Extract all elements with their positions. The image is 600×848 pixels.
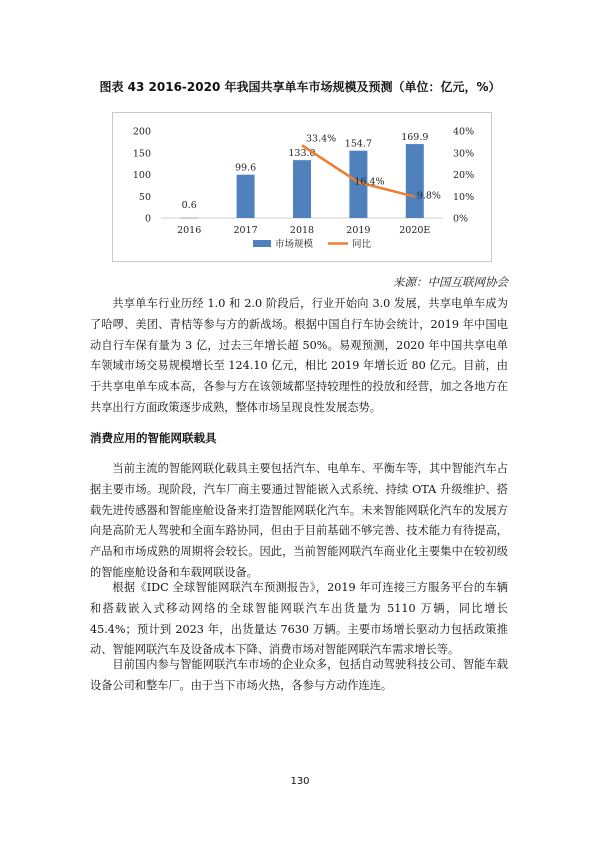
y-left-tick-label: 150 [132, 148, 151, 160]
y-left-tick-label: 200 [132, 126, 151, 138]
figure-title: 图表 43 2016-2020 年我国共享单车市场规模及预测（单位：亿元，%） [99, 80, 501, 94]
legend-label-market-size: 市场规模 [275, 239, 314, 250]
x-tick-label: 2020E [399, 225, 431, 236]
line-data-label: 16.4% [354, 176, 385, 188]
bar-data-label: 99.6 [235, 162, 257, 174]
chart-canvas [113, 113, 493, 263]
y-left-tick-label: 50 [138, 191, 151, 203]
paragraph-idc-report: 根据《IDC 全球智能网联汽车预测报告》，2019 年可连接三方服务平台的车辆和搭载嵌入式移动网络的全球智能网联汽车出货量为 5110 万辆，同比增长 45.4%；预计到 2023 年，出货量达 7630 万辆。主要市场增长驱动力包括政策推动、智能网联汽车及设备成本下降、消费市场对智能网联汽车需求增长等。 [90, 581, 508, 657]
bar-2016 [180, 218, 198, 219]
y-left-tick-label: 0 [144, 213, 151, 225]
x-tick-label: 2018 [289, 225, 315, 236]
paragraph-connected-vehicles: 当前主流的智能网联化载具主要包括汽车、电单车、平衡车等，其中智能汽车占据主要市场。现阶段，汽车厂商主要通过智能嵌入式系统、持续 OTA 升级维护、搭载先进传感器和智能座舱设备来打造智能网联化汽车。未来智能网联化汽车的发展方向是高阶无人驾驶和全面车路协同，但由于目前基础不够完善、技术能力有待提高，产品和市场成熟的周期将会较长。因此，当前智能网联汽车商业化主要集中在较初级的智能座舱设备和车载网联设备。 [90, 462, 508, 579]
page-number: 130 [290, 776, 310, 787]
x-tick-label: 2016 [177, 225, 202, 236]
legend-swatch-market-size [253, 240, 271, 247]
paragraph-domestic-players: 目前国内参与智能网联汽车市场的企业众多，包括自动驾驶科技公司、智能车载设备公司和整车厂。由于当下市场火热，各参与方动作连连。 [90, 658, 508, 692]
y-right-tick-label: 0% [453, 213, 469, 225]
x-tick-label: 2017 [233, 225, 258, 236]
y-right-tick-label: 30% [453, 148, 475, 160]
bar-data-label: 169.9 [401, 132, 429, 144]
bar-data-label: 0.6 [181, 200, 197, 211]
bar-2020E [406, 144, 424, 218]
line-data-label: 33.4% [306, 133, 337, 145]
x-tick-label: 2019 [346, 225, 371, 236]
bar-data-label: 133.0 [288, 148, 316, 160]
paragraph-shared-ebike: 共享单车行业历经 1.0 和 2.0 阶段后，行业开始向 3.0 发展，共享电单车成为了哈啰、美团、青桔等参与方的新战场。根据中国自行车协会统计，2019 年中国电动自行车保有量为 3 亿，过去三年增长超 50%。易观预测，2020 年中国共享电单车领域市场交易规模增长至 124.10 亿元，相比 2019 年增长近 80 亿元。目前，由于共享电单车成本高，各参与方在该领域都坚持较理性的投放和经营，加之各地方在共享出行方面政策逐步成熟，整体市场呈现良性发展态势。 [90, 297, 508, 414]
figure-source: 来源：中国互联网协会 [393, 275, 508, 289]
market-size-chart [112, 112, 492, 262]
y-right-tick-label: 20% [453, 170, 475, 181]
line-data-label: 9.8% [416, 190, 441, 202]
legend-label-yoy: 同比 [352, 239, 372, 250]
section-heading: 消费应用的智能网联载具 [90, 431, 217, 445]
bar-2018 [293, 160, 311, 218]
bar-data-label: 154.7 [344, 138, 373, 150]
y-left-tick-label: 100 [132, 170, 151, 181]
y-right-tick-label: 10% [453, 191, 475, 203]
bar-2017 [237, 175, 255, 218]
y-right-tick-label: 40% [453, 126, 475, 138]
